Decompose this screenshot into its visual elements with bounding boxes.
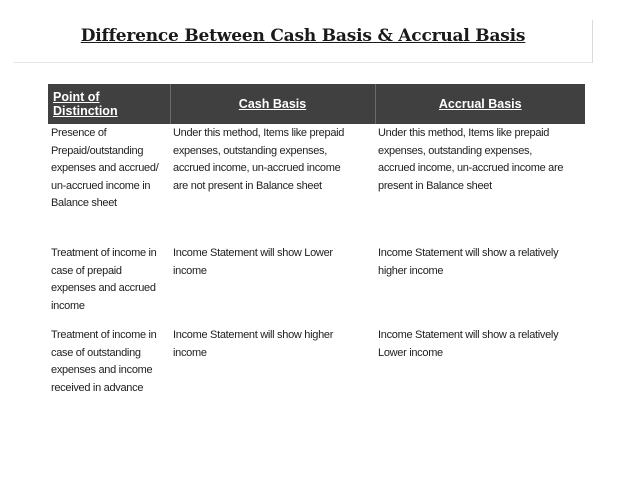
comparison-table <box>48 84 585 397</box>
slide-title: Difference Between Cash Basis & Accrual Basis <box>80 26 526 46</box>
cell-distinction: Treatment of income in case of outstanding expenses and income received in advance <box>51 329 157 394</box>
cell-cash-basis: Income Statement will show higher income <box>173 329 334 359</box>
cell-distinction: Presence of Prepaid/outstanding expenses and accrued/ un-accrued income in Balance sheet <box>51 127 159 209</box>
cell-accrual-basis: Income Statement will show a relatively Lower income <box>378 329 559 359</box>
cell-cash-basis: Income Statement will show Lower income <box>173 247 333 277</box>
title-bar <box>14 20 593 63</box>
header-point-of-distinction: Point of Distinction <box>48 84 170 124</box>
table-row <box>48 124 585 243</box>
table-row <box>48 243 585 325</box>
cell-cash-basis: Under this method, Items like prepaid expenses, outstanding expenses, accrued income, un-accrued income are not present in Balance sheet <box>173 127 345 192</box>
header-accrual-basis: Accrual Basis <box>375 84 585 124</box>
cell-distinction: Treatment of income in case of prepaid expenses and accrued income <box>51 247 157 312</box>
table-header-row <box>48 84 585 124</box>
cell-accrual-basis: Income Statement will show a relatively higher income <box>378 247 559 277</box>
cell-accrual-basis: Under this method, Items like prepaid expenses, outstanding expenses, accrued income, un-accrued income are present in Balance sheet <box>378 127 564 192</box>
table-row <box>48 325 585 397</box>
header-cash-basis: Cash Basis <box>170 84 375 124</box>
